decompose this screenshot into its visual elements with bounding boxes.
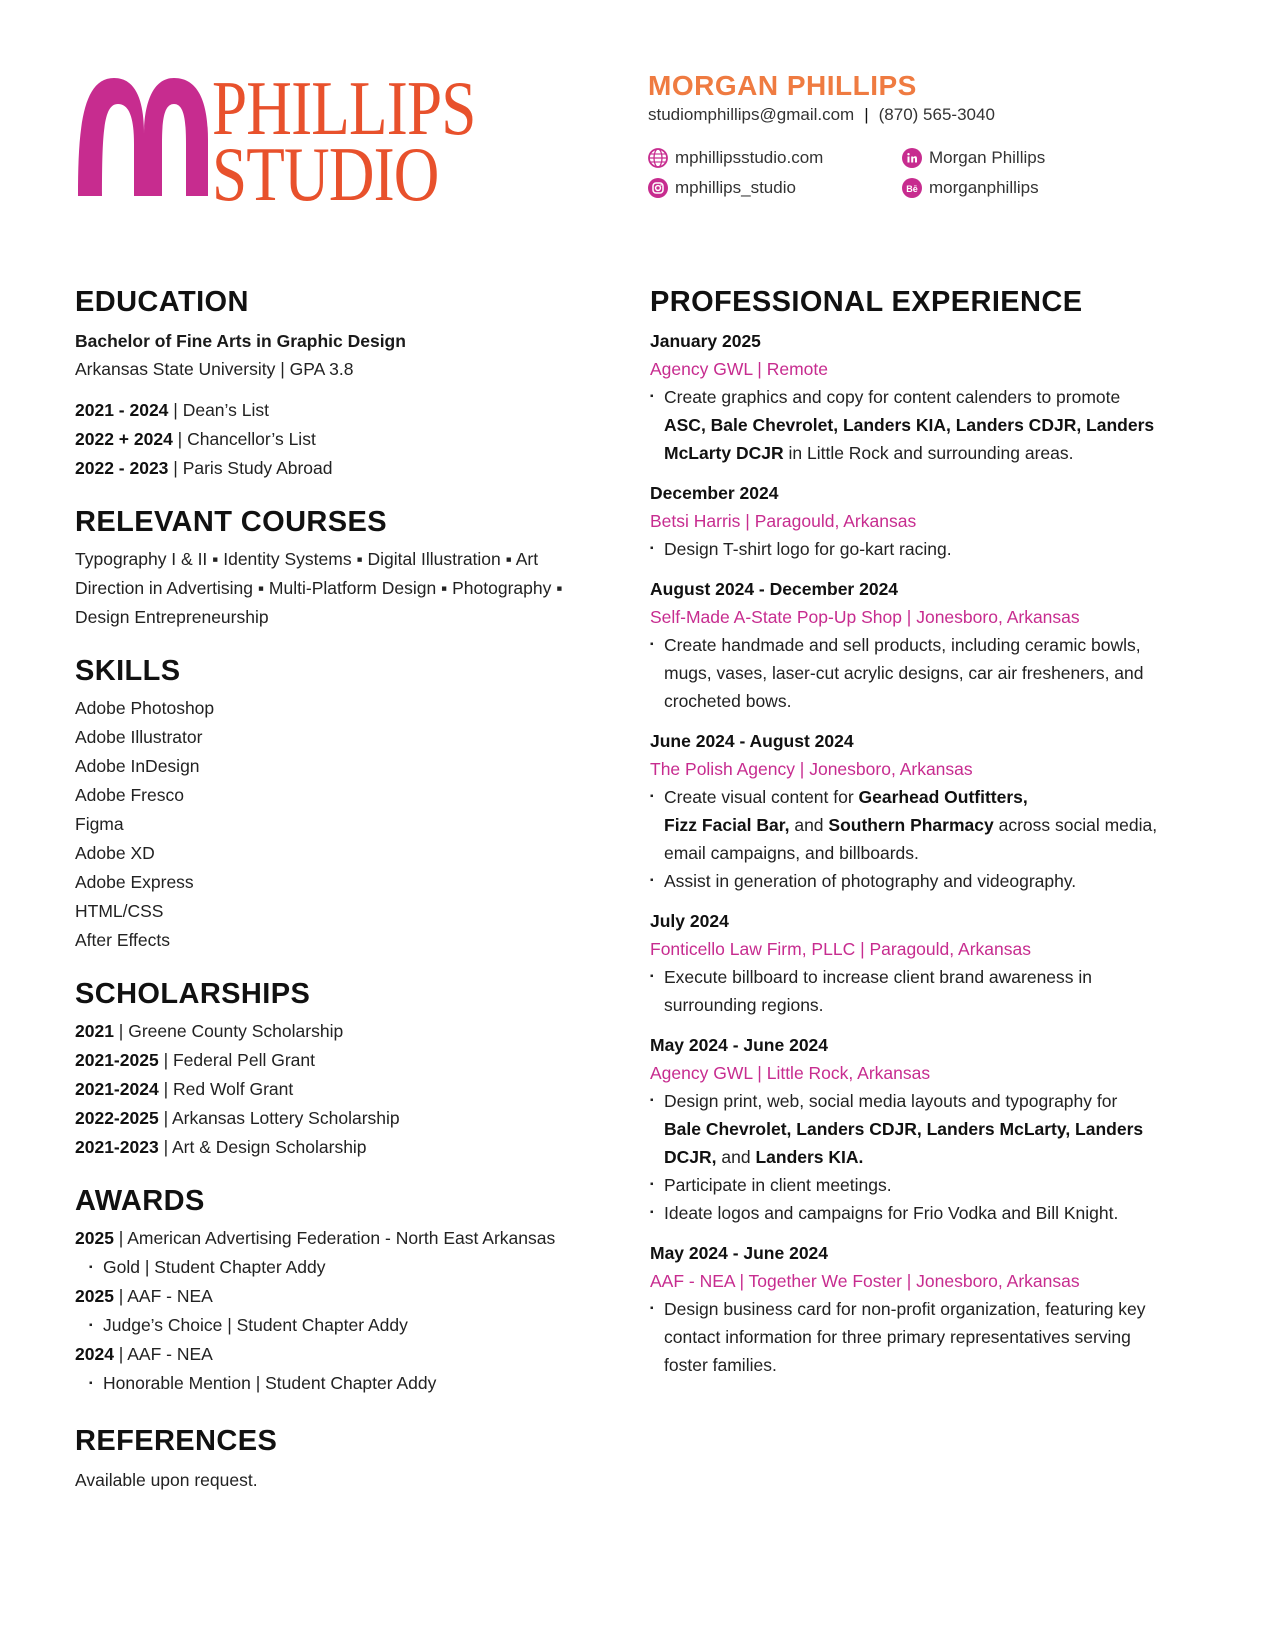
contact-block	[648, 70, 1208, 126]
education-section	[75, 285, 635, 483]
skill-item: Adobe InDesign	[75, 756, 200, 776]
course-line: Design Entrepreneurship	[75, 607, 269, 627]
job-bullet: ▪ Assist in generation of photography and videography.	[650, 867, 1210, 895]
website-link[interactable]	[648, 148, 823, 168]
job-date: July 2024	[650, 911, 729, 931]
job-org: The Polish Agency | Jonesboro, Arkansas	[650, 759, 973, 779]
scholarships-section	[75, 977, 635, 1162]
job-bullet: ▪ Create handmade and sell products, including ceramic bowls, mugs, vases, laser-cut acrylic designs, car air fresheners, and crocheted bows.	[650, 631, 1210, 715]
courses-section	[75, 505, 635, 632]
experience-heading: PROFESSIONAL EXPERIENCE	[650, 286, 1083, 318]
job-bullet: ▪ Design business card for non-profit organization, featuring key contact information for three primary representatives serving foster families.	[650, 1295, 1210, 1379]
skill-item: Adobe Express	[75, 872, 194, 892]
globe-icon	[648, 148, 668, 168]
job-entry	[650, 327, 1210, 467]
job-date: August 2024 - December 2024	[650, 579, 899, 599]
left-column	[75, 285, 635, 1495]
behance-text: morganphillips	[929, 178, 1039, 197]
scholarship-item: 2021 | Greene County Scholarship	[75, 1021, 344, 1041]
award-item: 2025 | AAF - NEA	[75, 1286, 213, 1306]
skill-item: HTML/CSS	[75, 901, 164, 921]
honor-item: 2022 + 2024 | Chancellor’s List	[75, 429, 316, 449]
job-bullet: ▪ Design print, web, social media layouts and typography for Bale Chevrolet, Landers CDJR, Landers McLarty, Landers DCJR, and Landers KIA.	[650, 1087, 1210, 1171]
awards-heading: AWARDS	[75, 1185, 205, 1217]
contact-name: MORGAN PHILLIPS	[648, 70, 917, 101]
skill-item: Adobe Fresco	[75, 785, 184, 805]
school: Arkansas State University | GPA 3.8	[75, 359, 354, 379]
skill-item: Adobe Illustrator	[75, 727, 203, 747]
job-org: AAF - NEA | Together We Foster | Jonesboro, Arkansas	[650, 1271, 1080, 1291]
award-sub: ▪ Judge’s Choice | Student Chapter Addy	[89, 1311, 635, 1340]
job-bullet: ▪ Design T-shirt logo for go-kart racing.	[650, 535, 1210, 563]
skill-item: After Effects	[75, 930, 170, 950]
behance-link[interactable]	[902, 178, 1039, 198]
references-text: Available upon request.	[75, 1470, 258, 1490]
skill-item: Figma	[75, 814, 124, 834]
contact-email-phone	[648, 104, 1208, 126]
job-bullet: ▪ Create visual content for Gearhead Outfitters, Fizz Facial Bar, and Southern Pharmacy across social media, email campaigns, and billboards.	[650, 783, 1210, 867]
linkedin-icon	[902, 148, 922, 168]
job-org: Betsi Harris | Paragould, Arkansas	[650, 511, 917, 531]
logo-word-studio: STUDIO	[212, 131, 439, 217]
job-org: Agency GWL | Little Rock, Arkansas	[650, 1063, 931, 1083]
scholarship-item: 2021-2025 | Federal Pell Grant	[75, 1050, 315, 1070]
course-line: Direction in Advertising ▪ Multi-Platform Design ▪ Photography ▪	[75, 578, 563, 598]
linkedin-text: Morgan Phillips	[929, 148, 1046, 167]
skill-item: Adobe XD	[75, 843, 155, 863]
linkedin-link[interactable]	[902, 148, 1045, 168]
references-heading: REFERENCES	[75, 1425, 278, 1457]
behance-icon	[902, 178, 922, 198]
job-org: Fonticello Law Firm, PLLC | Paragould, Arkansas	[650, 939, 1031, 959]
website-text: mphillipsstudio.com	[675, 148, 824, 167]
studio-logo	[74, 65, 524, 217]
logo-monogram-icon	[74, 70, 214, 206]
award-item: 2024 | AAF - NEA	[75, 1344, 213, 1364]
right-column	[650, 285, 1210, 1379]
svg-text:Bē: Bē	[906, 184, 918, 194]
job-bullet: ▪ Create graphics and copy for content calenders to promote ASC, Bale Chevrolet, Landers KIA, Landers CDJR, Landers McLarty DCJR in Little Rock and surrounding areas.	[650, 383, 1210, 467]
contact-separator: |	[864, 105, 869, 124]
scholarship-item: 2022-2025 | Arkansas Lottery Scholarship	[75, 1108, 400, 1128]
job-date: January 2025	[650, 331, 761, 351]
job-org: Agency GWL | Remote	[650, 359, 828, 379]
scholarships-heading: SCHOLARSHIPS	[75, 978, 311, 1010]
award-sub: ▪ Honorable Mention | Student Chapter Addy	[89, 1369, 635, 1398]
skills-heading: SKILLS	[75, 655, 181, 687]
job-date: December 2024	[650, 483, 779, 503]
skill-item: Adobe Photoshop	[75, 698, 215, 718]
job-entry	[650, 1031, 1210, 1227]
honor-item: 2021 - 2024 | Dean’s List	[75, 400, 269, 420]
contact-phone[interactable]: (870) 565-3040	[878, 105, 995, 124]
awards-section	[75, 1184, 635, 1398]
job-entry	[650, 479, 1210, 563]
honor-item: 2022 - 2023 | Paris Study Abroad	[75, 458, 333, 478]
scholarship-item: 2021-2024 | Red Wolf Grant	[75, 1079, 294, 1099]
job-date: June 2024 - August 2024	[650, 731, 854, 751]
award-item: 2025 | American Advertising Federation - North East Arkansas	[75, 1228, 556, 1248]
references-section	[75, 1424, 635, 1495]
job-bullet: ▪ Ideate logos and campaigns for Frio Vodka and Bill Knight.	[650, 1199, 1210, 1227]
instagram-text: mphillips_studio	[675, 178, 796, 197]
degree: Bachelor of Fine Arts in Graphic Design	[75, 331, 406, 351]
job-entry	[650, 1239, 1210, 1379]
instagram-icon	[648, 178, 668, 198]
scholarship-item: 2021-2023 | Art & Design Scholarship	[75, 1137, 367, 1157]
job-entry	[650, 907, 1210, 1019]
course-line: Typography I & II ▪ Identity Systems ▪ Digital Illustration ▪ Art	[75, 549, 539, 569]
skills-section	[75, 654, 635, 955]
job-bullet: ▪ Participate in client meetings.	[650, 1171, 1210, 1199]
contact-email[interactable]: studiomphillips@gmail.com	[648, 105, 855, 124]
job-date: May 2024 - June 2024	[650, 1035, 829, 1055]
logo-word-phillips: PHILLIPS	[212, 65, 476, 151]
job-date: May 2024 - June 2024	[650, 1243, 829, 1263]
job-entry	[650, 575, 1210, 715]
job-org: Self-Made A-State Pop-Up Shop | Jonesboro, Arkansas	[650, 607, 1080, 627]
instagram-link[interactable]	[648, 178, 796, 198]
courses-heading: RELEVANT COURSES	[75, 506, 388, 538]
job-bullet: ▪ Execute billboard to increase client brand awareness in surrounding regions.	[650, 963, 1210, 1019]
job-entry	[650, 727, 1210, 895]
education-heading: EDUCATION	[75, 286, 249, 318]
award-sub: ▪ Gold | Student Chapter Addy	[89, 1253, 635, 1282]
